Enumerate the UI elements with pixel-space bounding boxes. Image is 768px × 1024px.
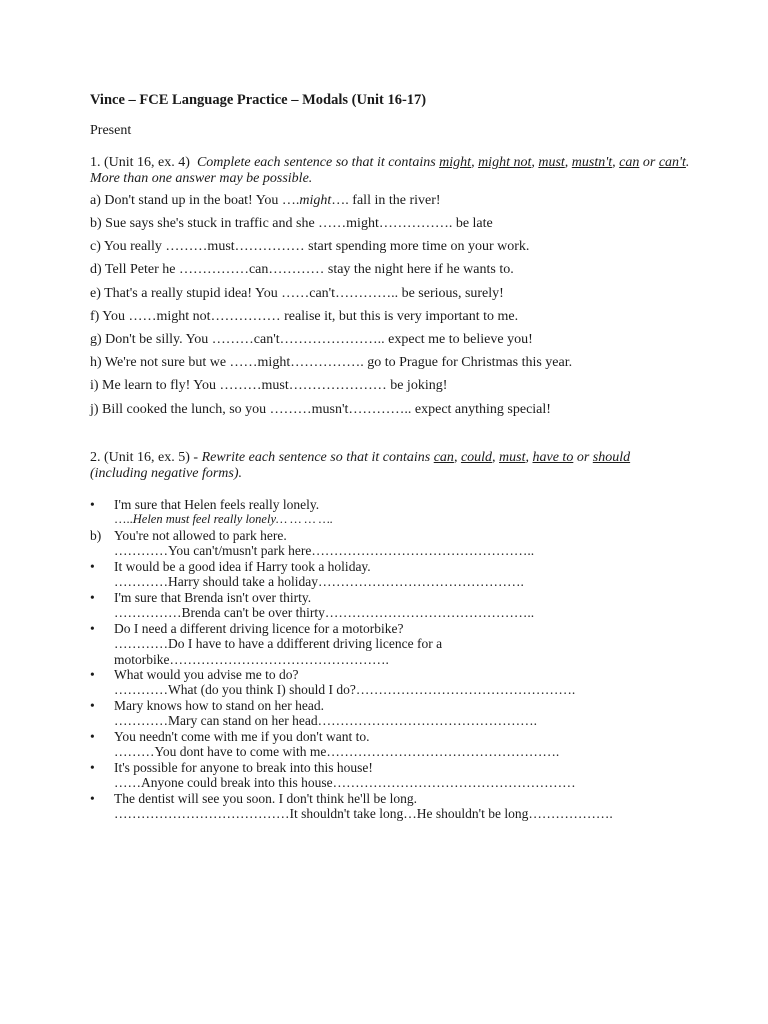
word-can: can [619,155,640,170]
exercise-1-item-d: d) Tell Peter he ……………can………… stay the night here if he wants to. [90,262,514,277]
item-prompt: I'm sure that Helen feels really lonely. [114,497,320,512]
bullet: • [90,729,95,744]
word-can: can [433,450,454,465]
item-text-end: …. fall in the river! [331,193,441,208]
exercise-2-note: (including negative forms). [90,466,243,481]
item-answer: …………………………………It shouldn't take long…He shouldn't be long………………. [114,806,613,822]
item-answer: …………Mary can stand on her head…………………………………………. [114,713,537,729]
exercise-1-instruction: Complete each sentence so that it contains [196,155,436,170]
word-cant: can't [658,155,686,170]
exercise-2-item-4 [90,590,690,621]
item-prompt: It's possible for anyone to break into this house! [114,760,373,775]
exercise-1-item-h: h) We're not sure but we ……might……………. go to Prague for Christmas this year. [90,355,573,370]
bullet: • [90,559,95,574]
exercise-1-item-b: b) Sue says she's stuck in traffic and she ……might……………. be late [90,216,493,231]
item-prompt: You're not allowed to park here. [114,528,287,543]
document-title: Vince – FCE Language Practice – Modals (Unit 16-17) [90,92,427,108]
exercise-2-item-3 [90,559,690,590]
section-heading: Present [90,123,132,138]
bullet: • [90,667,95,682]
bullet: • [90,590,95,605]
item-text: a) Don't stand up in the boat! You …. [90,193,300,208]
exercise-2-intro: 2. (Unit 16, ex. 5) - [90,450,199,465]
exercise-2-item-7 [90,698,690,729]
item-prompt: What would you advise me to do? [114,667,299,682]
exercise-2-item-9 [90,760,690,791]
word-might-not: might not [478,155,532,170]
item-prompt: Do I need a different driving licence for a motorbike? [114,621,404,636]
word-must: must [499,450,526,465]
exercise-1-instructions: 1. (Unit 16, ex. 4) Complete each sentence so that it contains might, might not, must, mustn't, can or can't. More than one answer may be possible. [90,155,690,186]
item-marker: b) [90,528,102,543]
exercise-2-instructions: 2. (Unit 16, ex. 5) - Rewrite each sentence so that it contains can, could, must, have to or should (including negative forms). [90,450,631,481]
word-should: should [592,450,631,465]
exercise-2-item-10 [90,791,690,822]
word-mustnt: mustn't [571,155,613,170]
item-answer: ………You dont have to come with me……………………………………………. [114,744,560,760]
item-answer: …………Do I have to have a ddifferent driving licence for a motorbike…………………………………………. [114,636,443,667]
exercise-1-note: . More than one answer may be possible. [90,155,690,186]
exercise-2-item-2 [90,528,690,559]
word-have-to: have to [532,450,574,465]
word-or: or [576,450,590,465]
item-answer: ……Anyone could break into this house……………………………………………… [114,775,576,791]
exercise-2-item-5 [90,621,690,667]
bullet: • [90,698,95,713]
item-answer-dots: ….. [114,512,133,527]
item-prompt: It would be a good idea if Harry took a holiday. [114,559,371,574]
word-could: could [460,450,493,465]
bullet: • [90,791,95,806]
item-answer: …………What (do you think I) should I do?…………………………………………. [114,682,576,698]
exercise-1-intro: 1. (Unit 16, ex. 4) [90,155,190,170]
exercise-1-item-g: g) Don't be silly. You ………can't………………….. expect me to believe you! [90,332,533,347]
exercise-2-item-8 [90,729,690,760]
bullet: • [90,760,95,775]
exercise-2-instruction: Rewrite each sentence so that it contains [201,450,431,465]
item-answer: …………Harry should take a holiday………………………………………. [114,574,524,590]
exercise-1-item-e: e) That's a really stupid idea! You ……can't………….. be serious, surely! [90,286,504,301]
item-prompt: Mary knows how to stand on her head. [114,698,324,713]
exercise-1-item-i: i) Me learn to fly! You ………must………………… be joking! [90,378,448,393]
exercise-2-item-6 [90,667,690,698]
bullet: • [90,621,95,636]
item-answer: ……………Brenda can't be over thirty……………………………………….. [114,605,535,621]
word-must: must [538,155,565,170]
word-or: or [642,155,656,170]
word-might: might [439,155,472,170]
item-prompt: You needn't come with me if you don't want to. [114,729,370,744]
exercise-1-item-j: j) Bill cooked the lunch, so you ………musn't………….. expect anything special! [90,402,551,417]
exercise-2-item-1 [90,497,690,528]
exercise-1-item-a [90,193,441,209]
item-answer: Helen must feel really lonely… … … …. [132,512,333,527]
bullet: • [90,497,95,512]
exercise-1-item-c: c) You really ………must…………… start spending more time on your work. [90,239,530,254]
item-answer: …………You can't/musn't park here………………………………………….. [114,543,535,559]
item-prompt: The dentist will see you soon. I don't think he'll be long. [114,791,417,806]
exercise-1-item-f: f) You ……might not…………… realise it, but this is very important to me. [90,309,519,324]
item-answer: might [299,193,332,208]
item-prompt: I'm sure that Brenda isn't over thirty. [114,590,312,605]
